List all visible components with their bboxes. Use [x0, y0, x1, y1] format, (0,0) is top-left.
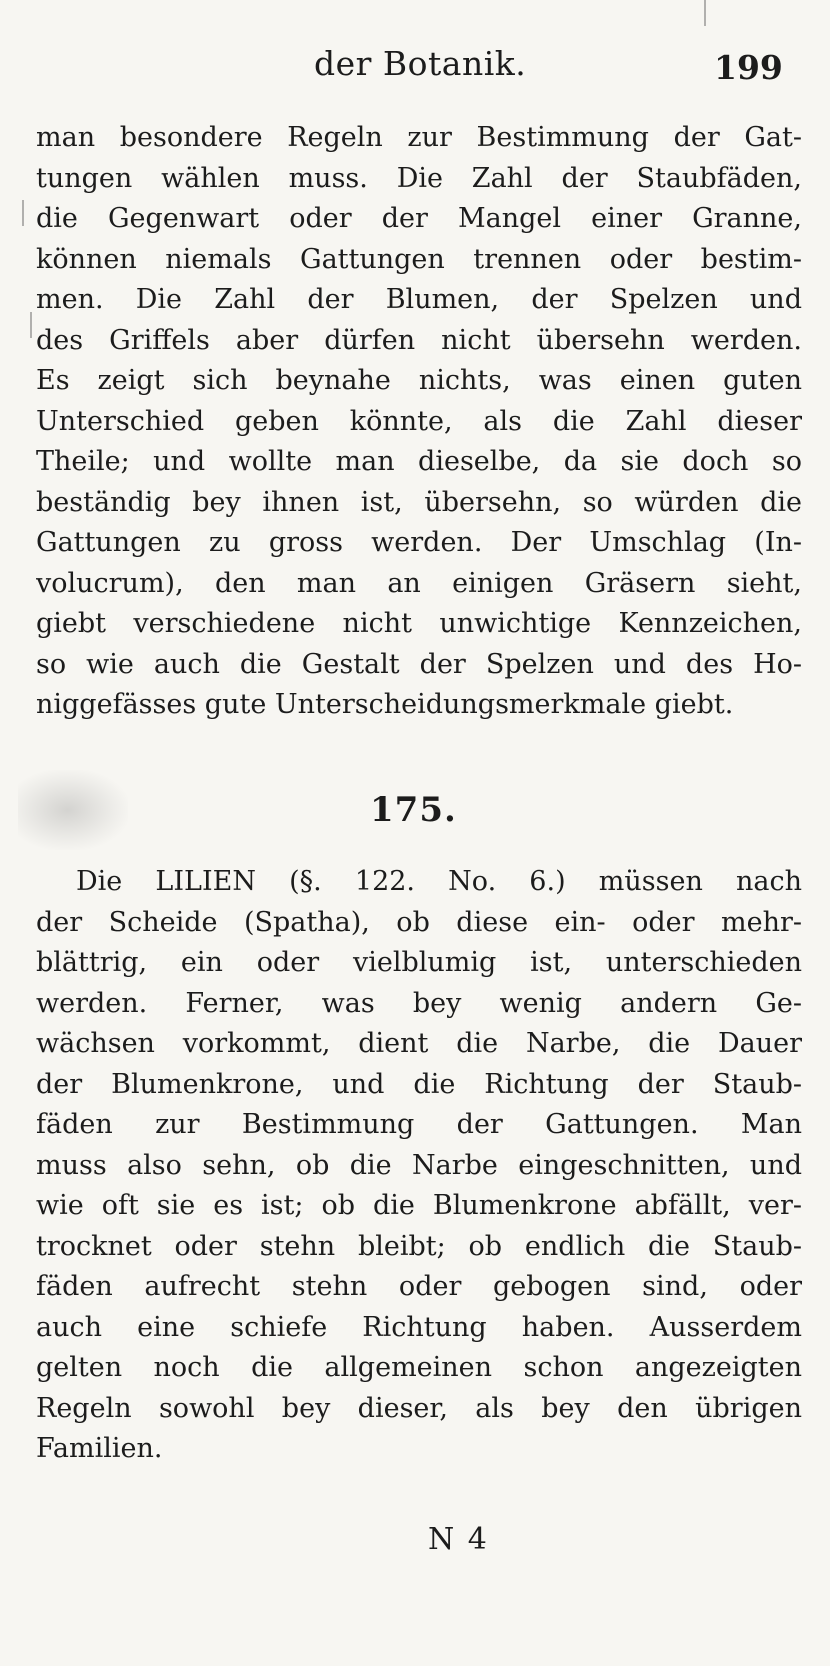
text-line: volucrum), den man an einigen Gräsern sieht,: [36, 567, 802, 599]
text-line: können niemals Gattungen trennen oder bestim-: [36, 243, 802, 275]
text-line: Theile; und wollte man dieselbe, da sie doch so: [36, 446, 802, 477]
text-line: muss also sehn, ob die Narbe eingeschnitten, und: [36, 1149, 802, 1181]
text-line: der Scheide (Spatha), ob diese ein- oder mehr-: [36, 906, 802, 938]
text-line: tungen wählen muss. Die Zahl der Staubfäden,: [36, 162, 802, 194]
text-line: Die LILIEN (§. 122. No. 6.) müssen nach: [76, 866, 802, 897]
text-line: Regeln sowohl bey dieser, als bey den übrigen: [36, 1392, 802, 1424]
text-line: men. Die Zahl der Blumen, der Spelzen und: [36, 284, 802, 315]
text-line: Unterschied geben könnte, als die Zahl dieser: [36, 405, 802, 437]
page-number: 199: [714, 48, 783, 87]
text-line: fäden zur Bestimmung der Gattungen. Man: [36, 1109, 802, 1140]
text-line: beständig bey ihnen ist, übersehn, so würden die: [36, 486, 802, 518]
text-line: wächsen vorkommt, dient die Narbe, die Dauer: [36, 1028, 802, 1059]
text-line: trocknet oder stehn bleibt; ob endlich die Staub-: [36, 1230, 802, 1262]
margin-mark: [30, 312, 32, 338]
text-line: gelten noch die allgemeinen schon angezeigten: [36, 1352, 802, 1383]
text-line: Gattungen zu gross werden. Der Umschlag (In-: [36, 527, 802, 558]
running-head: [0, 36, 830, 96]
text-line: niggefässes gute Unterscheidungsmerkmale giebt.: [36, 689, 734, 720]
text-line: giebt verschiedene nicht unwichtige Kennzeichen,: [36, 608, 802, 639]
text-line: des Griffels aber dürfen nicht übersehn werden.: [36, 324, 802, 356]
text-line: der Blumenkrone, und die Richtung der Staub-: [36, 1068, 802, 1100]
signature-mark: N 4: [428, 1522, 489, 1557]
text-line: fäden aufrecht stehn oder gebogen sind, oder: [36, 1271, 802, 1302]
paragraph-1: [36, 118, 802, 726]
text-line: Es zeigt sich beynahe nichts, was einen guten: [36, 365, 802, 396]
text-line: blättrig, ein oder vielblumig ist, unterschieden: [36, 947, 802, 978]
section-number: 175.: [370, 790, 457, 830]
margin-mark: [704, 0, 706, 26]
paper-stain: [18, 770, 128, 850]
text-line: man besondere Regeln zur Bestimmung der Gat-: [36, 122, 802, 153]
running-title: der Botanik.: [314, 44, 527, 83]
margin-mark: [22, 200, 24, 226]
text-line: die Gegenwart oder der Mangel einer Granne,: [36, 203, 802, 234]
text-line: wie oft sie es ist; ob die Blumenkrone abfällt, ver-: [36, 1190, 802, 1221]
text-line: werden. Ferner, was bey wenig andern Ge-: [36, 987, 802, 1019]
text-line: so wie auch die Gestalt der Spelzen und des Ho-: [36, 648, 802, 680]
text-line: auch eine schiefe Richtung haben. Ausserdem: [36, 1311, 802, 1343]
paragraph-2: [36, 862, 802, 1470]
text-line: Familien.: [36, 1433, 163, 1464]
